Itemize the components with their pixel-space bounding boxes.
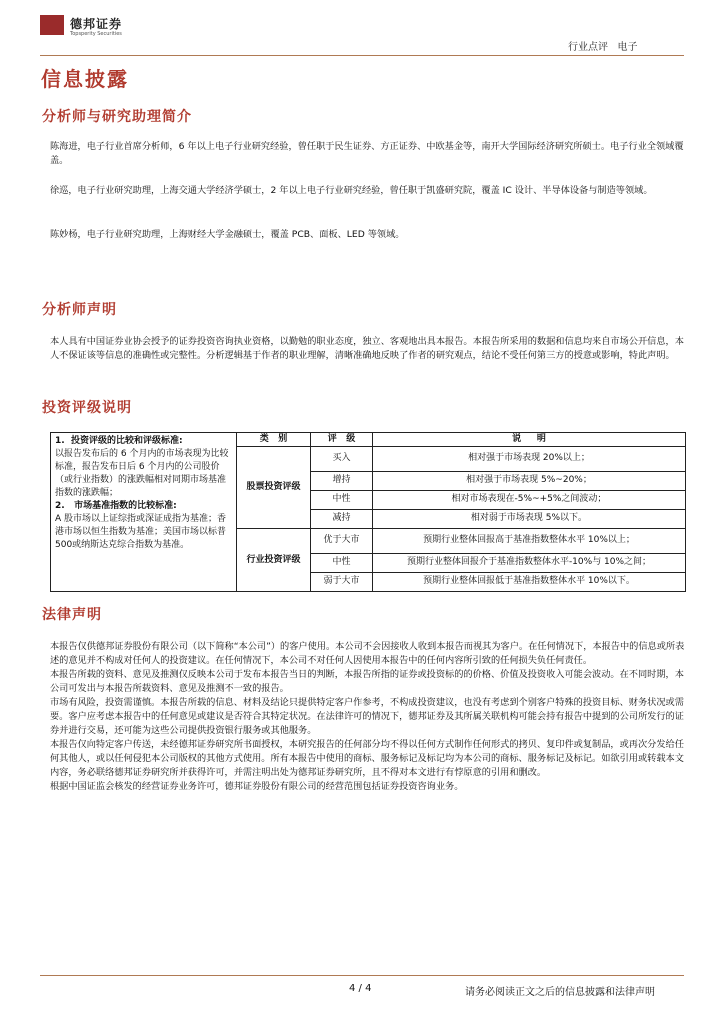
report-type: 行业点评 xyxy=(568,42,608,53)
desc-cell: 相对市场表现在-5%~+5%之间波动； xyxy=(373,490,686,509)
col-header-grade: 评 级 xyxy=(311,433,373,447)
report-sector: 电子 xyxy=(617,42,638,53)
rating-criteria-title-2: 2. 市场基准指数的比较标准: xyxy=(55,501,177,511)
desc-cell: 预期行业整体回报低于基准指数整体水平 10%以下。 xyxy=(373,572,686,591)
desc-cell: 预期行业整体回报介于基准指数整体水平-10%与 10%之间； xyxy=(373,553,686,572)
analyst-statement-heading: 分析师声明 xyxy=(42,302,117,318)
desc-cell: 相对弱于市场表现 5%以下。 xyxy=(373,509,686,528)
col-header-description: 说 明 xyxy=(373,433,686,447)
rating-criteria-cell xyxy=(51,433,237,592)
page-number: 4 / 4 xyxy=(349,983,372,994)
industry-rating-category: 行业投资评级 xyxy=(237,529,311,592)
grade-cell: 弱于大市 xyxy=(311,572,373,591)
page-title: 信息披露 xyxy=(41,67,129,91)
analyst-bio-1: 陈海进，电子行业首席分析师，6 年以上电子行业研究经验，曾任职于民生证券、方正证券、中欧基金等，南开大学国际经济研究所硕士。电子行业全领域覆盖。 xyxy=(50,141,684,166)
rating-criteria-text-1: 以报告发布后的 6 个月内的市场表现为比较标准，报告发布日后 6 个月内的公司股价（或行业指数）的涨跌幅相对同期市场基准指数的涨跌幅； xyxy=(55,449,229,498)
legal-heading: 法律声明 xyxy=(42,607,102,623)
analysts-heading: 分析师与研究助理简介 xyxy=(42,109,192,125)
desc-cell: 相对强于市场表现 20%以上； xyxy=(373,447,686,472)
analyst-bio-3: 陈妙杨，电子行业研究助理，上海财经大学金融硕士，覆盖 PCB、面板、LED 等领域。 xyxy=(50,229,405,240)
desc-cell: 相对强于市场表现 5%~20%； xyxy=(373,471,686,490)
analyst-statement-text: 本人具有中国证券业协会授予的证券投资咨询执业资格，以勤勉的职业态度，独立、客观地出具本报告。本报告所采用的数据和信息均来自市场公开信息，本人不保证该等信息的准确性或完整性。分析逻辑基于作者的职业理解，清晰准确地反映了作者的研究观点，结论不受任何第三方的授意或影响，特此声明。 xyxy=(50,336,684,361)
col-header-category: 类 别 xyxy=(237,433,311,447)
grade-cell: 中性 xyxy=(311,490,373,509)
grade-cell: 增持 xyxy=(311,471,373,490)
company-name: 德邦证券 xyxy=(70,17,123,31)
rating-criteria-title-1: 1. 投资评级的比较和评级标准: xyxy=(55,436,183,446)
rating-table xyxy=(50,432,686,592)
company-logo-icon xyxy=(40,15,64,35)
report-category xyxy=(568,38,638,53)
grade-cell: 优于大市 xyxy=(311,529,373,554)
stock-rating-category: 股票投资评级 xyxy=(237,447,311,529)
grade-cell: 中性 xyxy=(311,553,373,572)
rating-criteria-text-2: A 股市场以上证综指或深证成指为基准；香港市场以恒生指数为基准；美国市场以标普500或纳斯达克综合指数为基准。 xyxy=(55,514,227,550)
grade-cell: 减持 xyxy=(311,509,373,528)
desc-cell: 预期行业整体回报高于基准指数整体水平 10%以上； xyxy=(373,529,686,554)
legal-text: 本报告仅供德邦证券股份有限公司（以下简称“本公司”）的客户使用。本公司不会因接收人收到本报告而视其为客户。在任何情况下，本报告中的信息或所表述的意见并不构成对任何人的投资建议。在任何情况下，本公司不对任何人因使用本报告中的任何内容所引致的任何损失负任何责任。 本报告所载的资料、意见及推测仅反映本公司于发布本报告当日的判断，本报告所指的证券或投资标的的价格、价值及投资收入可能会波动。在不同时期，本公司可发出与本报告所载资料、意见及推测不一致的报告。 市场有风险，投资需谨慎。本报告所载的信息、材料及结论只提供特定客户作参考，不构成投资建议，也没有考虑到个别客户特殊的投资目标、财务状况或需要。客户应考虑本报告中的任何意见或建议是否符合其特定状况。在法律许可的情况下，德邦证券及其所属关联机构可能会持有报告中提到的公司所发行的证券并进行交易，还可能为这些公司提供投资银行服务或其他服务。 本报告仅向特定客户传送，未经德邦证券研究所书面授权，本研究报告的任何部分均不得以任何方式制作任何形式的拷贝、复印件或复制品，或再次分发给任何其他人，或以任何侵犯本公司版权的其他方式使用。所有本报告中使用的商标、服务标记及标记均为本公司的商标、服务标记及标记。如欲引用或转载本文内容，务必联络德邦证券研究所并获得许可，并需注明出处为德邦证券研究所，且不得对本文进行有悖原意的引用和删改。 根据中国证监会核发的经营证券业务许可，德邦证券股份有限公司的经营范围包括证券投资咨询业务。 xyxy=(50,641,685,792)
rating-heading: 投资评级说明 xyxy=(42,400,132,416)
footer-divider xyxy=(40,975,684,976)
grade-cell: 买入 xyxy=(311,447,373,472)
footer-note: 请务必阅读正文之后的信息披露和法律声明 xyxy=(465,987,655,998)
company-name-en: Topsperity Securities xyxy=(70,31,122,37)
analyst-bio-2: 徐巡，电子行业研究助理，上海交通大学经济学硕士，2 年以上电子行业研究经验，曾任职于凯盛研究院，覆盖 IC 设计、半导体设备与制造等领域。 xyxy=(50,185,653,196)
header-divider xyxy=(40,55,684,56)
